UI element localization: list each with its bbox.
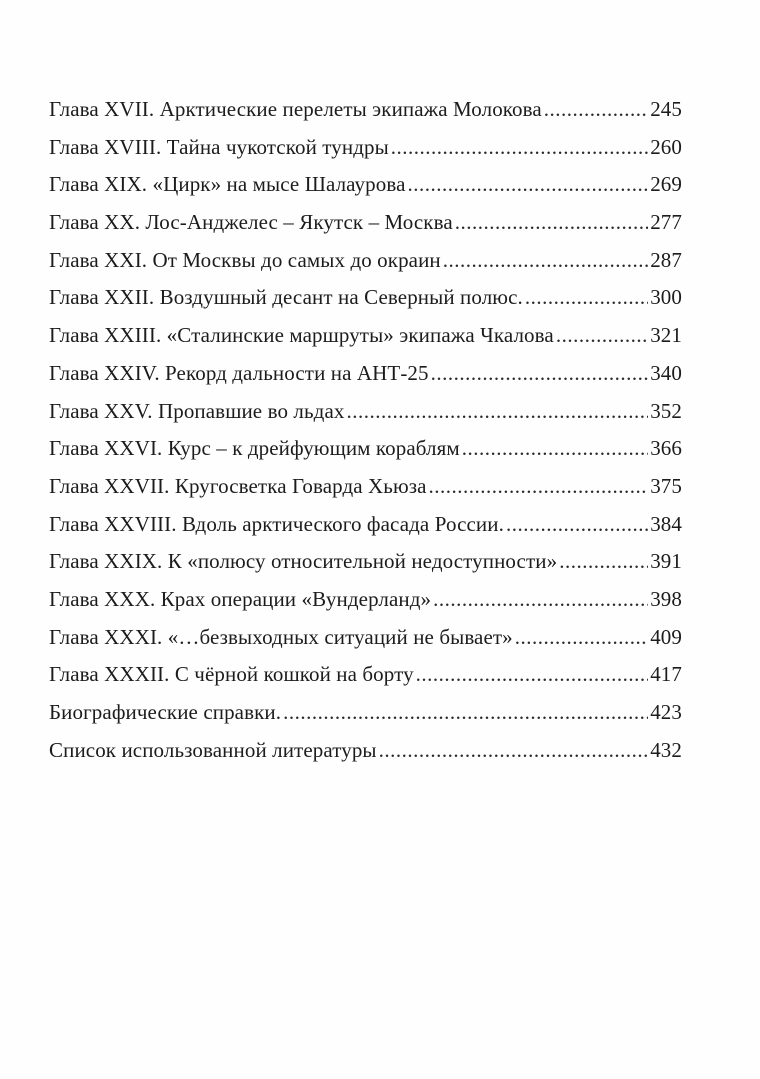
toc-entry-page-number: 432 xyxy=(650,737,682,762)
toc-entry xyxy=(49,662,682,700)
toc-entry-title: Глава XXIX. К «полюсу относительной недоступности» xyxy=(49,549,558,574)
dot-leader xyxy=(525,285,648,310)
toc-entry xyxy=(49,625,682,663)
toc-entry xyxy=(49,323,682,361)
toc-entry-title: Глава XXXI. «…безвыходных ситуаций не бывает» xyxy=(49,624,513,649)
toc-entry-page-number: 269 xyxy=(650,172,682,197)
toc-entry-page-number: 398 xyxy=(650,586,682,611)
toc-entry-title: Глава XXI. От Москвы до самых до окраин xyxy=(49,247,441,272)
toc-entry-title: Глава XXVIII. Вдоль арктического фасада России. xyxy=(49,511,504,536)
toc-entry-title: Глава XXII. Воздушный десант на Северный полюс. xyxy=(49,285,523,310)
toc-entry xyxy=(49,399,682,437)
toc-entry xyxy=(49,172,682,210)
toc-entry-page-number: 260 xyxy=(650,134,682,159)
dot-leader xyxy=(462,436,648,461)
toc-entry-title: Глава XXX. Крах операции «Вундерланд» xyxy=(49,586,432,611)
toc-entry xyxy=(49,738,682,776)
toc-entry-title: Глава XXXII. С чёрной кошкой на борту xyxy=(49,662,414,687)
toc-entry-title: Глава XXVI. Курс – к дрейфующим кораблям xyxy=(49,436,460,461)
toc-entry xyxy=(49,361,682,399)
dot-leader xyxy=(506,512,648,537)
toc-entry-title: Глава XXV. Пропавшие во льдах xyxy=(49,398,345,423)
toc-entry-page-number: 245 xyxy=(650,97,682,121)
toc-entry-title: Список использованной литературы xyxy=(49,737,377,762)
dot-leader xyxy=(544,97,648,122)
toc-entry-title: Глава XIX. «Цирк» на мысе Шалаурова xyxy=(49,172,406,197)
toc-entry-title: Глава XXVII. Кругосветка Говарда Хьюза xyxy=(49,473,427,498)
toc-entry-title: Глава XVII. Арктические перелеты экипажа Молокова xyxy=(49,97,542,121)
toc-entry xyxy=(49,549,682,587)
toc-entry xyxy=(49,97,682,135)
dot-leader xyxy=(431,361,649,386)
toc-entry-title: Глава XVIII. Тайна чукотской тундры xyxy=(49,134,389,159)
toc-entry-page-number: 321 xyxy=(650,323,682,348)
toc-entry xyxy=(49,248,682,286)
toc-entry xyxy=(49,436,682,474)
toc-entry xyxy=(49,700,682,738)
toc-entry-page-number: 287 xyxy=(650,247,682,272)
toc-entry xyxy=(49,210,682,248)
toc-entry xyxy=(49,474,682,512)
dot-leader xyxy=(408,172,649,197)
toc-entry xyxy=(49,512,682,550)
toc-entry-page-number: 384 xyxy=(650,511,682,536)
toc-entry-page-number: 340 xyxy=(650,360,682,385)
dot-leader xyxy=(379,738,649,763)
toc-entry-page-number: 417 xyxy=(650,662,682,687)
dot-leader xyxy=(559,549,648,574)
toc-entry-page-number: 409 xyxy=(650,624,682,649)
toc-entry-title: Глава XX. Лос-Анджелес – Якутск – Москва xyxy=(49,210,453,235)
toc-entry-title: Биографические справки. xyxy=(49,700,282,724)
toc-entry xyxy=(49,135,682,173)
dot-leader xyxy=(443,248,648,273)
toc-entry-page-number: 391 xyxy=(650,549,682,574)
dot-leader xyxy=(416,662,649,687)
toc-entry-page-number: 423 xyxy=(650,700,682,724)
toc-entry-page-number: 375 xyxy=(650,473,682,498)
table-of-contents xyxy=(49,97,682,775)
toc-entry-page-number: 352 xyxy=(650,398,682,423)
toc-entry xyxy=(49,285,682,323)
dot-leader xyxy=(429,474,649,499)
dot-leader xyxy=(515,625,648,650)
toc-entry-title: Глава XXIV. Рекорд дальности на АНТ-25 xyxy=(49,360,429,385)
toc-entry-page-number: 366 xyxy=(650,436,682,461)
dot-leader xyxy=(283,700,648,725)
dot-leader xyxy=(455,210,648,235)
dot-leader xyxy=(556,323,648,348)
dot-leader xyxy=(391,135,648,160)
toc-entry-page-number: 300 xyxy=(650,285,682,310)
dot-leader xyxy=(346,399,648,424)
toc-entry-title: Глава XXIII. «Сталинские маршруты» экипажа Чкалова xyxy=(49,323,554,348)
dot-leader xyxy=(433,587,648,612)
toc-entry-page-number: 277 xyxy=(650,210,682,235)
toc-entry xyxy=(49,587,682,625)
